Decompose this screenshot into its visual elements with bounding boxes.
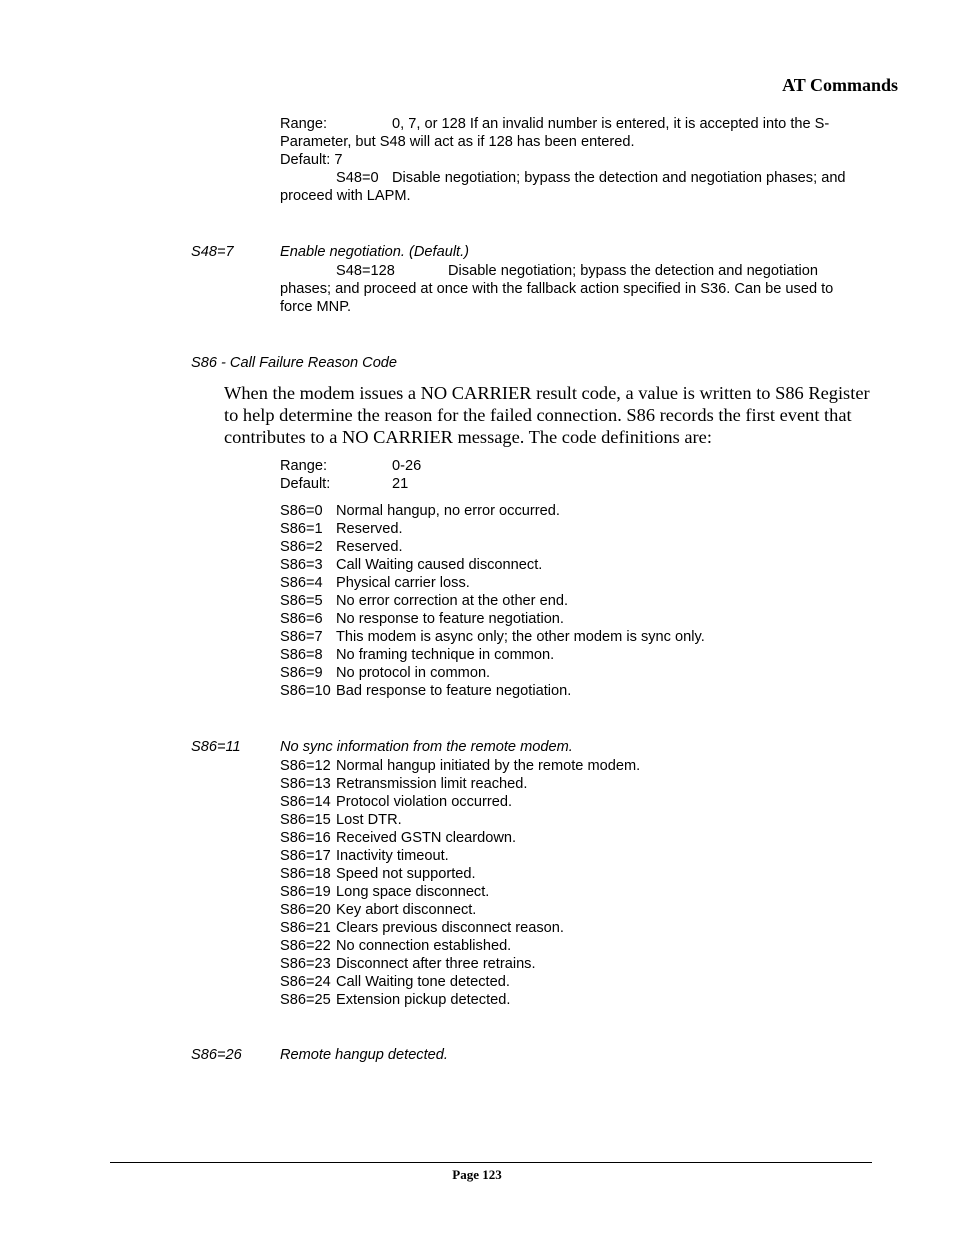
code-description: Normal hangup, no error occurred. [336,503,560,519]
code-description: Key abort disconnect. [336,902,477,918]
code-description: Reserved. [336,521,403,537]
code-value: S86=14 [280,794,331,810]
s86-para-line3: contributes to a NO CARRIER message. The code definitions are: [224,427,712,447]
code-value: S86=3 [280,557,323,573]
s48-0-line2: proceed with LAPM. [280,188,411,204]
code-value: S86=20 [280,902,331,918]
code-description: This modem is async only; the other modem is sync only. [336,629,705,645]
code-description: Protocol violation occurred. [336,794,513,810]
s48-0-line1: Disable negotiation; bypass the detection and negotiation phases; and [392,170,846,186]
s48-range-line2: Parameter, but S48 will act as if 128 has been entered. [280,134,635,150]
s48-128-line1: Disable negotiation; bypass the detection and negotiation [448,263,818,279]
s86-default-value: 21 [392,476,409,492]
s86-11-text: No sync information from the remote modem. [280,739,573,755]
s86-11-code: S86=11 [191,739,241,755]
code-description: Bad response to feature negotiation. [336,683,572,699]
s48-range-label: Range: [280,116,328,132]
code-description: Physical carrier loss. [336,575,470,591]
s86-code-list-a [280,502,705,700]
code-value: S86=15 [280,812,331,828]
s48-7-code: S48=7 [191,244,234,260]
code-description: Reserved. [336,539,403,555]
code-row [280,538,705,556]
code-row [280,937,640,955]
code-value: S86=21 [280,920,331,936]
code-description: No framing technique in common. [336,647,555,663]
code-value: S86=17 [280,848,331,864]
code-row [280,775,640,793]
code-value: S86=24 [280,974,331,990]
code-description: Call Waiting caused disconnect. [336,557,543,573]
code-row [280,628,705,646]
code-value: S86=13 [280,776,331,792]
code-row [280,682,705,700]
code-row [280,574,705,592]
s48-range-line1: 0, 7, or 128 If an invalid number is entered, it is accepted into the S- [392,116,830,132]
s86-range-label: Range: [280,458,328,474]
s86-26-text: Remote hangup detected. [280,1047,448,1063]
s86-description [224,382,894,448]
code-row [280,610,705,628]
code-value: S86=7 [280,629,323,645]
code-value: S86=9 [280,665,323,681]
code-description: Call Waiting tone detected. [336,974,510,990]
s86-range-value: 0-26 [392,458,422,474]
code-row [280,919,640,937]
code-row [280,757,640,775]
code-row [280,973,640,991]
s48-default-line: Default: 7 [280,152,343,168]
s86-26-code: S86=26 [191,1047,242,1063]
code-value: S86=8 [280,647,323,663]
s86-para-line1: When the modem issues a NO CARRIER result code, a value is written to S86 Register [224,383,870,403]
code-description: Speed not supported. [336,866,476,882]
s48-128-line3: force MNP. [280,299,352,315]
code-description: Clears previous disconnect reason. [336,920,564,936]
code-value: S86=5 [280,593,323,609]
code-value: S86=0 [280,503,323,519]
code-value: S86=23 [280,956,331,972]
code-row [280,811,640,829]
code-value: S86=16 [280,830,331,846]
code-description: Long space disconnect. [336,884,490,900]
code-value: S86=4 [280,575,323,591]
code-value: S86=6 [280,611,323,627]
code-description: Retransmission limit reached. [336,776,528,792]
code-description: Extension pickup detected. [336,992,511,1008]
code-value: S86=25 [280,992,331,1008]
code-description: Normal hangup initiated by the remote modem. [336,758,641,774]
code-row [280,883,640,901]
s86-para-line2: to help determine the reason for the failed connection. S86 records the first event that [224,405,852,425]
code-value: S86=2 [280,539,323,555]
code-value: S86=12 [280,758,331,774]
code-description: No error correction at the other end. [336,593,568,609]
code-value: S86=18 [280,866,331,882]
code-row [280,646,705,664]
code-row [280,556,705,574]
code-row [280,901,640,919]
header-title: AT Commands [782,75,898,95]
s48-0-code: S48=0 [336,170,379,186]
code-description: Received GSTN cleardown. [336,830,517,846]
code-row [280,502,705,520]
s48-128-line2: phases; and proceed at once with the fallback action specified in S36. Can be used to [280,281,834,297]
code-row [280,793,640,811]
code-row [280,520,705,538]
code-description: Inactivity timeout. [336,848,449,864]
code-description: Disconnect after three retrains. [336,956,536,972]
s48-7-text: Enable negotiation. (Default.) [280,244,470,260]
code-row [280,664,705,682]
page-number: Page 123 [452,1167,502,1182]
code-value: S86=19 [280,884,331,900]
code-description: No protocol in common. [336,665,491,681]
s86-heading: S86 - Call Failure Reason Code [191,355,398,371]
s86-code-list-b [280,757,640,1009]
footer-rule [110,1162,872,1163]
code-row [280,847,640,865]
code-description: No response to feature negotiation. [336,611,564,627]
code-value: S86=22 [280,938,331,954]
s86-default-label: Default: [280,476,331,492]
code-value: S86=1 [280,521,323,537]
code-row [280,865,640,883]
code-row [280,592,705,610]
code-value: S86=10 [280,683,331,699]
code-description: Lost DTR. [336,812,402,828]
s48-128-code: S48=128 [336,263,395,279]
code-row [280,991,640,1009]
code-row [280,829,640,847]
code-description: No connection established. [336,938,512,954]
code-row [280,955,640,973]
